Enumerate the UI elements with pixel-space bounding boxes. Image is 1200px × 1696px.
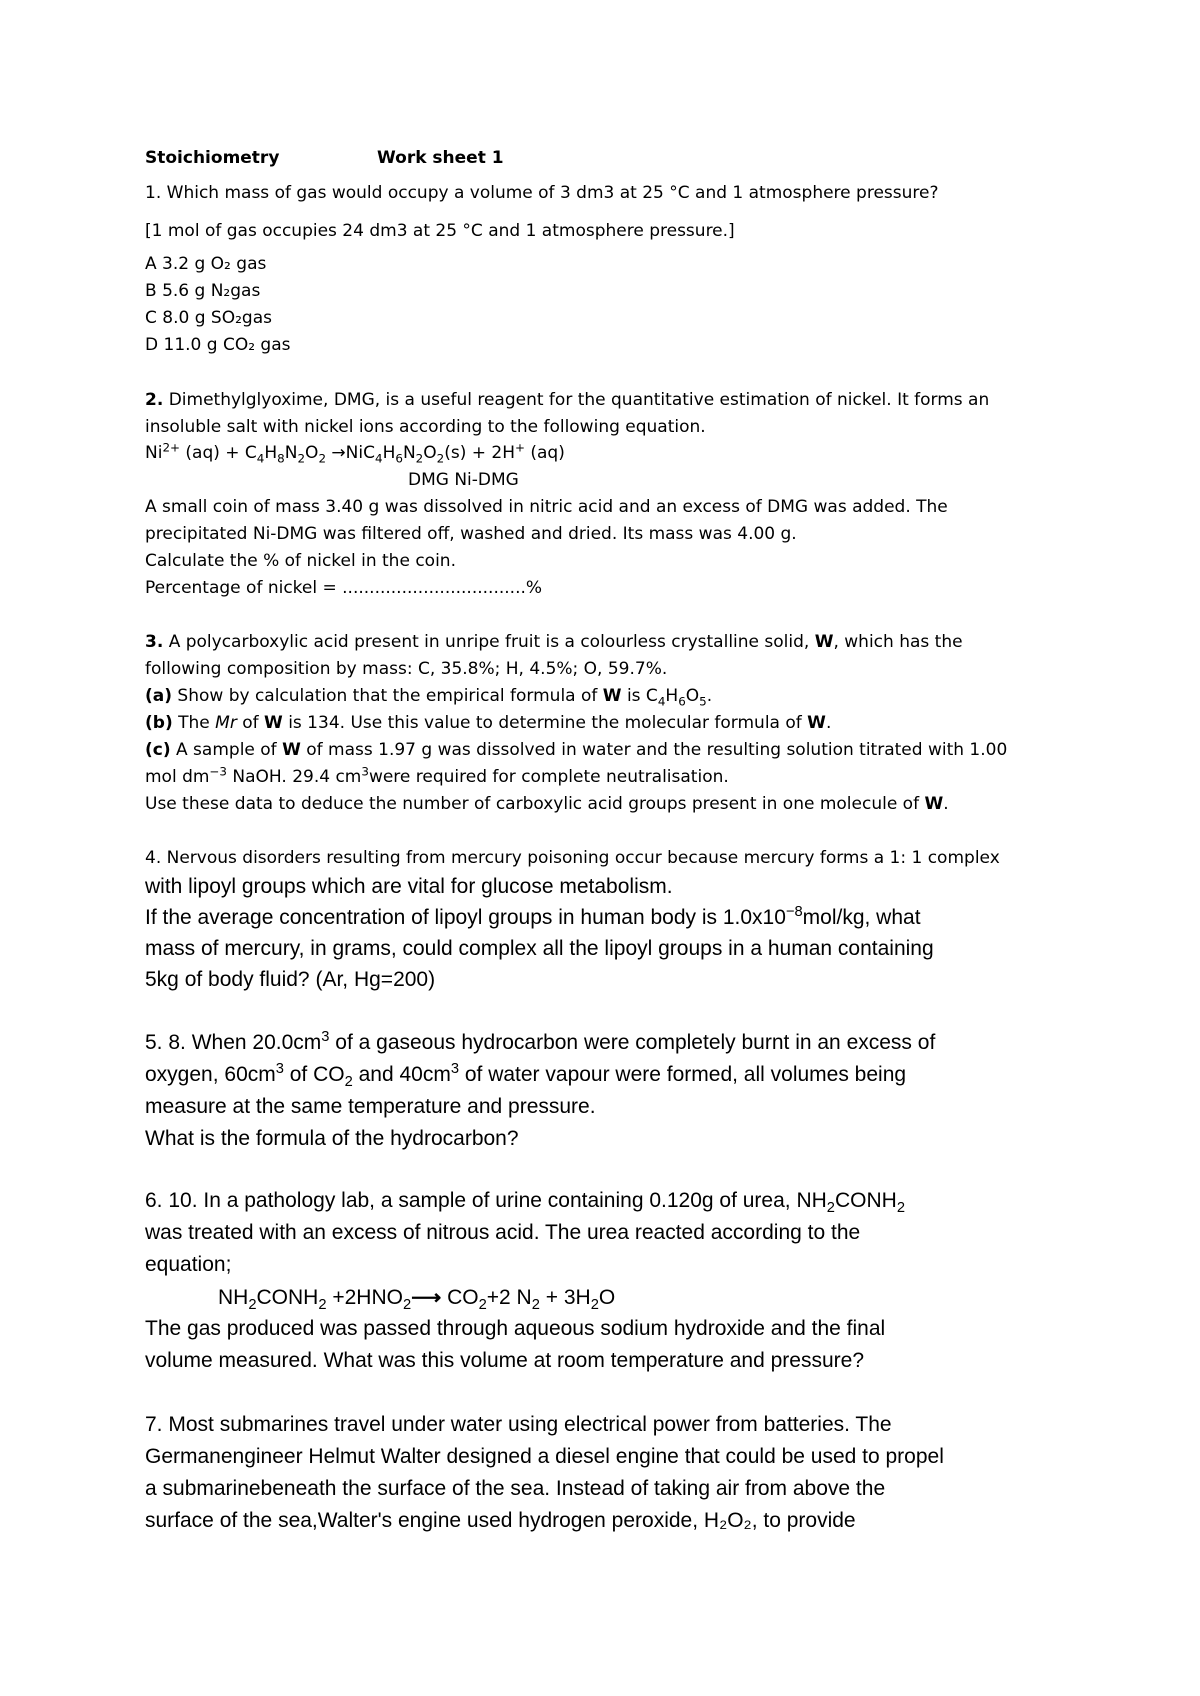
option-letter: D [145, 335, 159, 355]
q4-text: mol/kg, what [802, 906, 921, 929]
option-text: 3.2 g O₂ gas [162, 254, 267, 274]
eq-sub: 2 [318, 451, 327, 466]
eq-sup: + [514, 440, 525, 455]
option-letter: C [145, 308, 157, 328]
eq-part: O [305, 443, 319, 463]
q6-line4: The gas produced was passed through aqueous sodium hydroxide and the final [145, 1317, 886, 1340]
q4-line5: 5kg of body fluid? (Ar, Hg=200) [145, 968, 436, 991]
option-letter: B [145, 281, 157, 301]
eq-part: N [402, 443, 416, 463]
q2-line5: Calculate the % of nickel in the coin. [145, 551, 456, 571]
q3-part-a [145, 686, 713, 709]
q7-line1: 7. Most submarines travel under water using electrical power from batteries. The [145, 1413, 892, 1436]
part-label: (b) [145, 713, 173, 733]
q1-question: Which mass of gas would occupy a volume of 3 dm3 at 25 °C and 1 atmosphere pressure? [166, 183, 939, 203]
eq-sub: 6 [678, 694, 686, 709]
eq-sub: 2 [415, 451, 424, 466]
compound-w: W [807, 713, 826, 733]
q2-line1 [145, 390, 989, 410]
q6-text: 6. 10. In a pathology lab, a sample of urine containing 0.120g of urea, NH [145, 1189, 827, 1212]
compound-w: W [282, 740, 301, 760]
part-text: mol dm [145, 767, 210, 787]
part-text: A sample of [170, 740, 283, 760]
eq-sup: 3 [361, 764, 369, 779]
option-text: 8.0 g SO₂gas [162, 308, 272, 328]
q4-line1: 4. Nervous disorders resulting from mercury poisoning occur because mercury forms a 1: 1 complex [145, 848, 1000, 868]
q7-line3: a submarinebeneath the surface of the sea. Instead of taking air from above the [145, 1477, 886, 1500]
eq-sup: 3 [321, 1029, 330, 1045]
part-label: (c) [145, 740, 171, 760]
part-text: were required for complete neutralisation. [368, 767, 729, 787]
part-text: . [706, 686, 713, 706]
q2-line4: precipitated Ni-DMG was filtered off, washed and dried. Its mass was 4.00 g. [145, 524, 797, 544]
part-text: of mass 1.97 g was dissolved in water and the resulting solution titrated with 1.00 [300, 740, 1008, 760]
eq-part: NH [218, 1286, 249, 1309]
eq-sup: 3 [450, 1061, 460, 1077]
eq-sub: 2 [297, 451, 306, 466]
q7-line2: Germanengineer Helmut Walter designed a diesel engine that could be used to propel [145, 1445, 944, 1468]
q1-option-b [145, 281, 260, 301]
q3-part-b [145, 713, 831, 733]
q4-text: If the average concentration of lipoyl groups in human body is 1.0x10 [145, 906, 786, 929]
q1-note: [1 mol of gas occupies 24 dm3 at 25 °C and 1 atmosphere pressure.] [145, 221, 735, 241]
part-text: H [665, 686, 679, 706]
eq-sub: 8 [277, 451, 285, 466]
q4-line2: with lipoyl groups which are vital for glucose metabolism. [145, 875, 673, 898]
eq-part: +2 N [486, 1286, 532, 1309]
q3-part-c [145, 740, 1007, 760]
eq-part: (aq) [524, 443, 565, 463]
q3-text: A polycarboxylic acid present in unripe fruit is a colourless crystalline solid, [163, 632, 815, 652]
eq-sub: 2 [531, 1297, 540, 1314]
part-text: The [172, 713, 216, 733]
q1-number: 1. [145, 183, 162, 203]
q6-text: CONH [834, 1189, 897, 1212]
eq-sub: 2 [436, 451, 445, 466]
q7-line4: surface of the sea,Walter's engine used hydrogen peroxide, H₂O₂, to provide [145, 1509, 856, 1532]
eq-sub: 2 [344, 1074, 353, 1091]
q6-line1 [145, 1189, 905, 1217]
option-letter: A [145, 254, 157, 274]
q5-text: and 40cm [352, 1063, 451, 1086]
q5-line3: measure at the same temperature and pressure. [145, 1095, 596, 1118]
eq-sub: 5 [699, 694, 707, 709]
compound-w: W [264, 713, 283, 733]
q5-text: 5. 8. When 20.0cm [145, 1031, 322, 1054]
eq-part: H [382, 443, 396, 463]
part-text: . [825, 713, 832, 733]
q3-number: 3. [145, 632, 164, 652]
eq-part: +2HNO [326, 1286, 403, 1309]
eq-sup: 2+ [162, 440, 180, 455]
eq-part: H [264, 443, 278, 463]
q3-part-c-line2 [145, 764, 729, 787]
q5-line2 [145, 1061, 907, 1091]
eq-sub: 2 [318, 1297, 327, 1314]
q2-number: 2. [145, 390, 164, 410]
q5-line4: What is the formula of the hydrocarbon? [145, 1127, 519, 1150]
q2-equation [145, 440, 565, 466]
eq-sub: 2 [478, 1297, 487, 1314]
part-text: . [943, 794, 949, 814]
part-label: (a) [145, 686, 173, 706]
q5-line1 [145, 1031, 935, 1055]
q1-option-d [145, 335, 291, 355]
part-text: Show by calculation that the empirical formula of [172, 686, 603, 706]
eq-sub: 2 [826, 1200, 835, 1217]
eq-arrow: →NiC [326, 443, 375, 463]
q6-equation [218, 1285, 616, 1314]
eq-sup: −3 [209, 764, 227, 779]
eq-sub: 2 [248, 1297, 257, 1314]
q3-line2: following composition by mass: C, 35.8%; H, 4.5%; O, 59.7%. [145, 659, 668, 679]
q6-line2: was treated with an excess of nitrous acid. The urea reacted according to the [145, 1221, 861, 1244]
compound-w: W [924, 794, 944, 814]
option-text: 11.0 g CO₂ gas [163, 335, 291, 355]
q2-text: Dimethylglyoxime, DMG, is a useful reagent for the quantitative estimation of nickel. It forms an [168, 390, 990, 410]
eq-sub: 2 [896, 1200, 905, 1217]
q2-equation-labels: DMG Ni-DMG [408, 470, 519, 490]
eq-part: + 3H [539, 1286, 591, 1309]
subject-title: Stoichiometry [145, 148, 280, 168]
eq-sub: 2 [402, 1297, 412, 1314]
q1-option-c [145, 308, 272, 328]
eq-sup: 3 [275, 1061, 284, 1077]
q1-text [145, 183, 939, 203]
part-text: NaOH. 29.4 cm [226, 767, 362, 787]
q5-text: of a gaseous hydrocarbon were completely burnt in an excess of [329, 1031, 936, 1054]
worksheet-title: Work sheet 1 [377, 148, 504, 168]
eq-sub: 6 [395, 451, 403, 466]
part-text: of [236, 713, 265, 733]
q6-line5: volume measured. What was this volume at room temperature and pressure? [145, 1349, 864, 1372]
part-text: is 134. Use this value to determine the molecular formula of [282, 713, 808, 733]
option-text: 5.6 g N₂gas [162, 281, 261, 301]
q3-text: , which has the [833, 632, 963, 652]
eq-part: (s) + 2H [444, 443, 515, 463]
eq-sub: 2 [590, 1297, 599, 1314]
part-text: is C [621, 686, 658, 706]
compound-w: W [602, 686, 622, 706]
q1-option-a [145, 254, 266, 274]
eq-sup: −8 [785, 904, 803, 920]
q4-line3 [145, 906, 921, 930]
q3-part-c-line3 [145, 794, 949, 814]
q2-line2: insoluble salt with nickel ions according to the following equation. [145, 417, 706, 437]
q2-answer-line: Percentage of nickel = ..................................% [145, 578, 543, 598]
eq-part: O [598, 1286, 616, 1309]
eq-part: Ni [145, 443, 163, 463]
eq-part: (aq) + C [179, 443, 257, 463]
part-text: Use these data to deduce the number of carboxylic acid groups present in one molecule of [145, 794, 925, 814]
compound-w: W [814, 632, 834, 652]
mr-symbol: Mr [215, 713, 237, 733]
q3-line1 [145, 632, 963, 652]
eq-part: O [423, 443, 437, 463]
worksheet-header [145, 148, 504, 168]
q4-line4: mass of mercury, in grams, could complex all the lipoyl groups in a human containing [145, 937, 934, 960]
part-text: O [685, 686, 700, 706]
q2-line3: A small coin of mass 3.40 g was dissolved in nitric acid and an excess of DMG was added. The [145, 497, 948, 517]
arrow-icon: ⟶ [411, 1286, 442, 1309]
eq-part: CO [441, 1286, 479, 1309]
q6-line3: equation; [145, 1253, 232, 1276]
eq-sub: 4 [256, 451, 265, 466]
eq-part: N [284, 443, 298, 463]
eq-sub: 4 [657, 694, 666, 709]
q5-text: of CO [283, 1063, 345, 1086]
q5-text: of water vapour were formed, all volumes being [459, 1063, 907, 1086]
eq-sub: 4 [374, 451, 383, 466]
eq-part: CONH [256, 1286, 319, 1309]
q5-text: oxygen, 60cm [145, 1063, 276, 1086]
